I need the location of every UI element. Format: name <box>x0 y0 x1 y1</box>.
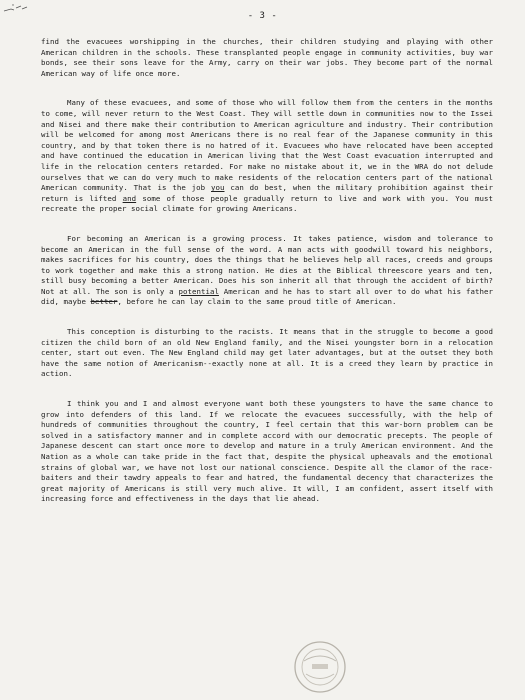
paragraph-1 <box>41 37 493 79</box>
paragraph-3 <box>41 234 493 308</box>
page-number: - 3 - <box>247 11 278 21</box>
paragraph-2-underlined-text: and <box>122 193 137 203</box>
paragraph-text: This conception is disturbing to the racists. It means that in the struggle to become a good citizen the child born of an old New England family, and the Nisei youngster born in a relocation center, start out even. The New England child may get later advantages, but at the outset they both have the same notion of Americanism--exactly none at all. It is a creed they learn by practice in action. <box>41 327 493 379</box>
paragraph-text: can do best, when the military prohibition against their return is lifted <box>41 183 493 203</box>
document-body <box>41 37 493 524</box>
paragraph-2-underlined-text: you <box>211 183 225 193</box>
paragraph-text: some of those people gradually return to live and work with you. You must recreate the proper social climate for growing Americans. <box>41 193 493 214</box>
paragraph-text: find the evacuees worshipping in the churches, their children studying and playing with other American children in the schools. These transplanted people engage in community activities, buy war bonds, see their sons leave for the Army, carry on their war jobs. They become part of the normal American way of life once more. <box>41 37 493 78</box>
paragraph-text: I think you and I and almost everyone want both these youngsters to have the same chance to grow into defenders of this land. If we relocate the evacuees successfully, with the help of hundreds of communities throughout the country, I feel certain that this war-born problem can be solved in a satisfactory manner and in complete accord with our democratic precepts. The people of Japanese descent can start once more to develop and mature in a truly American environment. And the Nation as a whole can take pride in the fact that, despite the physical upheavals and the emotional strains of global war, we have not lost our national conscience. Despite all the clamor of the race-baiters and their tawdry appeals to fear and hatred, the fundamental decency that characterizes the great majority of Americans is still very much alive. It will, I am confident, assert itself with increasing force and effectiveness in the days that lie ahead. <box>41 399 493 504</box>
paragraph-text: Many of these evacuees, and some of those who will follow them from the centers in the months to come, will never return to the West Coast. They will settle down in communities now to the Issei and Nisei and there make their contribution to American agriculture and industry. Their contribution will be welcomed for among most Americans there is no real fear of the Japanese community in this country, and by that token there is no hatred of it. Evacuees who have relocated have been accepted and have continued the education in American living that the West Coast evacuation interrupted and life in the relocation centers retarded. For make no mistake about it, we in the WRA do not delude ourselves that we can do very much to make residents of the relocation centers part of the national American community. That is the job <box>41 98 493 193</box>
paragraph-text: American and he has to start all over to do what his father did, maybe <box>41 286 493 307</box>
paragraph-3-struck-text: better <box>90 297 118 307</box>
paragraph-4 <box>41 327 493 380</box>
paragraph-3-underlined-text: potential <box>178 286 219 296</box>
paragraph-5 <box>41 399 493 505</box>
paragraph-2 <box>41 98 493 215</box>
archive-stamp-mark <box>292 639 348 695</box>
paragraph-text: , before he can lay claim to the same proud title of American. <box>117 297 397 307</box>
paragraph-text: For becoming an American is a growing process. It takes patience, wisdom and tolerance to become an American in the full sense of the word. A man acts with goodwill toward his neighbors, makes sacrifices for his country, does the things that he believes help all races, creeds and groups to work together and make this a strong nation. He dies at the Biblical threescore years and ten, still busy becoming a better American. Does his son inherit all that through the accident of birth? Not at all. The son is only a <box>41 233 493 296</box>
